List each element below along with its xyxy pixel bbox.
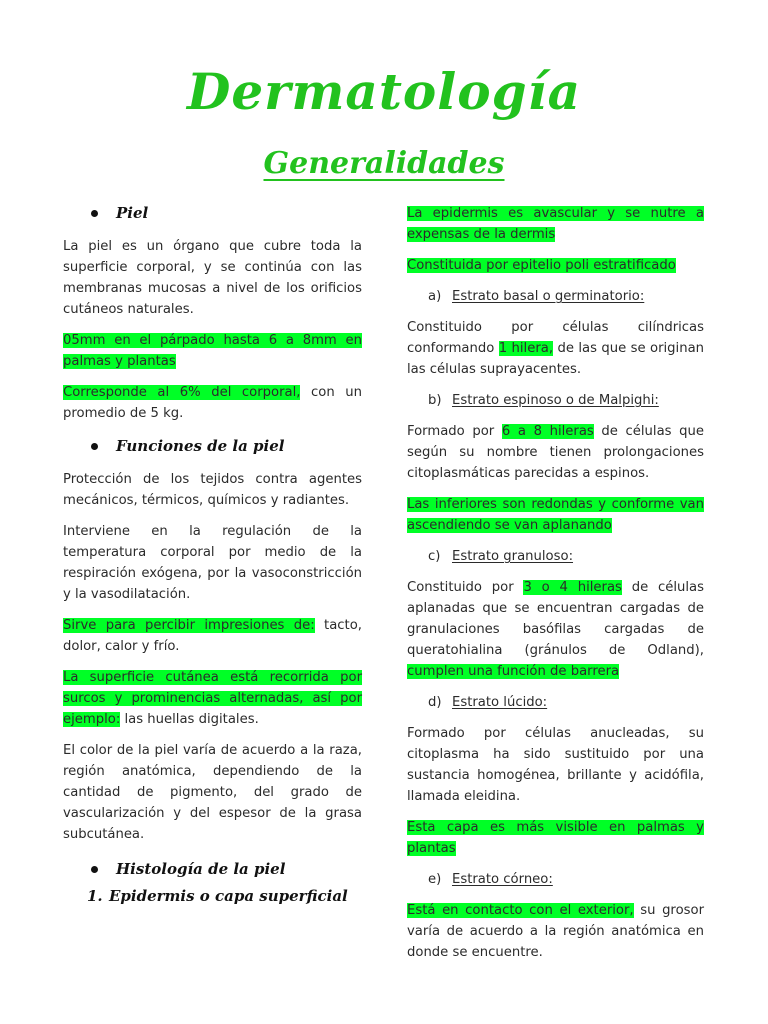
list-label: Estrato basal o germinatorio: [452,289,645,304]
paragraph [407,577,704,682]
highlighted-text: 1 hilera, [498,341,554,356]
section-heading-funciones [63,436,362,457]
highlighted-text: 6 a 8 hileras [501,424,594,439]
list-label: Estrato córneo: [452,872,553,887]
bullet-icon [91,443,98,450]
list-letter: c) [428,549,441,564]
highlighted-text: Corresponde al 6% del corporal, [63,385,301,400]
highlighted-text: 3 o 4 hileras [523,580,622,595]
highlighted-text: cumplen una función de barrera [407,664,620,679]
text: de células que según su nombre tienen prolongaciones citoplasmáticas parecidas a espinos. [407,424,704,481]
highlighted-text: Esta capa es más visible en palmas y plantas [407,820,704,856]
list-number: 1. [87,887,103,905]
text: de células aplanadas que se encuentran cargadas de granulaciones basófilas cargadas de queratohialina (gránulos de Odland), [407,580,705,658]
section-heading-epidermis [63,886,362,907]
heading-text: Funciones de la piel [116,437,285,455]
highlighted-text: 05mm en el párpado hasta 6 a 8mm en palmas y plantas [63,333,362,369]
paragraph [63,615,362,657]
highlighted-text: La superficie cutánea está recorrida por surcos y prominencias alternadas, así por ejemplo: [63,670,362,727]
section-heading-piel [63,203,362,224]
list-letter: a) [428,289,442,304]
text: Constituido por células cilíndricas conformando [407,320,704,356]
text: Constituido por [407,580,524,595]
right-column [407,203,704,963]
list-item-estrato-basal [407,286,704,307]
paragraph [407,203,704,245]
page-subtitle: Generalidades [263,146,505,181]
text: Formado por [407,424,502,439]
bullet-icon [91,866,98,873]
text: con un promedio de 5 kg. [63,385,362,421]
text: las huellas digitales. [120,712,259,727]
paragraph [63,330,362,372]
highlighted-text: La epidermis es avascular y se nutre a expensas de la dermis [407,206,704,242]
list-item-estrato-espinoso [407,390,704,411]
paragraph [407,494,704,536]
list-letter: b) [428,393,442,408]
paragraph [407,317,704,380]
paragraph: Formado por células anucleadas, su citoplasma ha sido sustituido por una sustancia homogénea, brillante y acidófila, llamada eleidina. [407,726,704,804]
list-letter: e) [428,872,442,887]
paragraph: La piel es un órgano que cubre toda la superficie corporal, y se continúa con las membranas mucosas a nivel de los orificios cutáneos naturales. [63,239,362,317]
paragraph [63,382,362,424]
list-item-estrato-corneo [407,869,704,890]
text: su grosor varía de acuerdo a la región anatómica en donde se encuentre. [407,903,704,960]
list-label: Estrato granuloso: [452,549,574,564]
text: de las que se originan las células suprayacentes. [407,341,705,377]
paragraph [407,255,704,276]
bullet-icon [91,210,98,217]
list-item-estrato-lucido [407,692,704,713]
section-heading-histologia [63,859,362,880]
list-label: Estrato espinoso o de Malpighi: [452,393,659,408]
text: tacto, dolor, calor y frío. [63,618,362,654]
list-item-estrato-granuloso [407,546,704,567]
paragraph [407,817,704,859]
paragraph [407,900,704,963]
paragraph: Protección de los tejidos contra agentes mecánicos, térmicos, químicos y radiantes. [63,472,362,508]
heading-text: Histología de la piel [116,860,286,878]
paragraph: El color de la piel varía de acuerdo a la raza, región anatómica, dependiendo de la cantidad de pigmento, del grado de vascularización y del espesor de la grasa subcutánea. [63,743,362,842]
paragraph [407,421,704,484]
highlighted-text: Constituida por epitelio poli estratificado [407,258,676,273]
heading-text: Epidermis o capa superficial [109,887,348,905]
highlighted-text: Sirve para percibir impresiones de: [63,618,315,633]
left-column [63,203,362,907]
paragraph: Interviene en la regulación de la temperatura corporal por medio de la respiración exógena, por la vasoconstricción y la vasodilatación. [63,524,362,602]
page-title: Dermatología [187,62,581,121]
paragraph [63,667,362,730]
highlighted-text: Está en contacto con el exterior, [407,903,634,918]
heading-text: Piel [116,204,149,222]
list-letter: d) [428,695,442,710]
highlighted-text: Las inferiores son redondas y conforme van ascendiendo se van aplanando [407,497,704,533]
list-label: Estrato lúcido: [452,695,548,710]
